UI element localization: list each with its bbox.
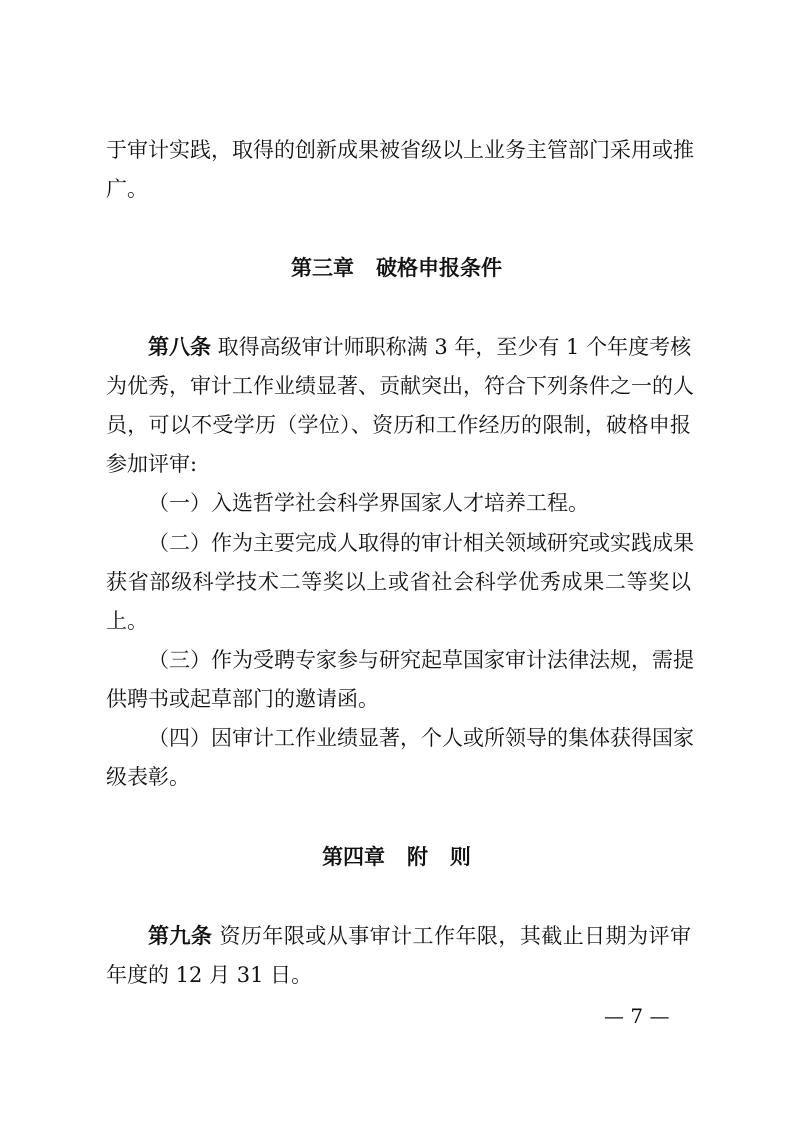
page-number: — 7 — xyxy=(604,1004,670,1028)
intro-line-2: 广。 xyxy=(106,177,148,201)
article-8-line-1 xyxy=(148,335,691,359)
chapter-3-title: 第三章 破格申报条件 xyxy=(291,256,502,280)
article-9-line-2: 年度的 12 月 31 日。 xyxy=(106,963,313,987)
article-8-line-2: 为优秀，审计工作业绩显著、贡献突出，符合下列条件之一的人 xyxy=(106,374,694,398)
item-3-line-1: （三）作为受聘专家参与研究起草国家审计法律法规，需提 xyxy=(148,648,694,672)
article-9-label: 第九条 xyxy=(148,924,213,948)
chapter-4-title: 第四章 附 则 xyxy=(322,845,471,869)
article-8-line-4: 参加评审: xyxy=(106,452,198,476)
article-8-line-1-text: 取得高级审计师职称满 3 年，至少有 1 个年度考核 xyxy=(211,335,692,359)
item-2-line-3: 上。 xyxy=(106,609,148,633)
item-4-line-1: （四）因审计工作业绩显著，个人或所领导的集体获得国家 xyxy=(148,726,694,750)
item-2-line-1: （二）作为主要完成人取得的审计相关领域研究或实践成果 xyxy=(148,531,694,555)
article-8-line-3: 员，可以不受学历（学位）、资历和工作经历的限制，破格申报 xyxy=(106,413,691,437)
item-3-line-2: 供聘书或起草部门的邀请函。 xyxy=(106,687,379,711)
article-9-line-1-text: 资历年限或从事审计工作年限，其截止日期为评审 xyxy=(212,924,691,948)
item-2-line-2: 获省部级科学技术二等奖以上或省社会科学优秀成果二等奖以 xyxy=(106,570,691,594)
article-8-label: 第八条 xyxy=(148,335,211,359)
item-1-line-1: （一）入选哲学社会科学界国家人才培养工程。 xyxy=(148,491,589,515)
item-4-line-2: 级表彰。 xyxy=(106,765,190,789)
article-9-line-1 xyxy=(148,924,691,948)
intro-line-1: 于审计实践，取得的创新成果被省级以上业务主管部门采用或推 xyxy=(106,138,694,162)
